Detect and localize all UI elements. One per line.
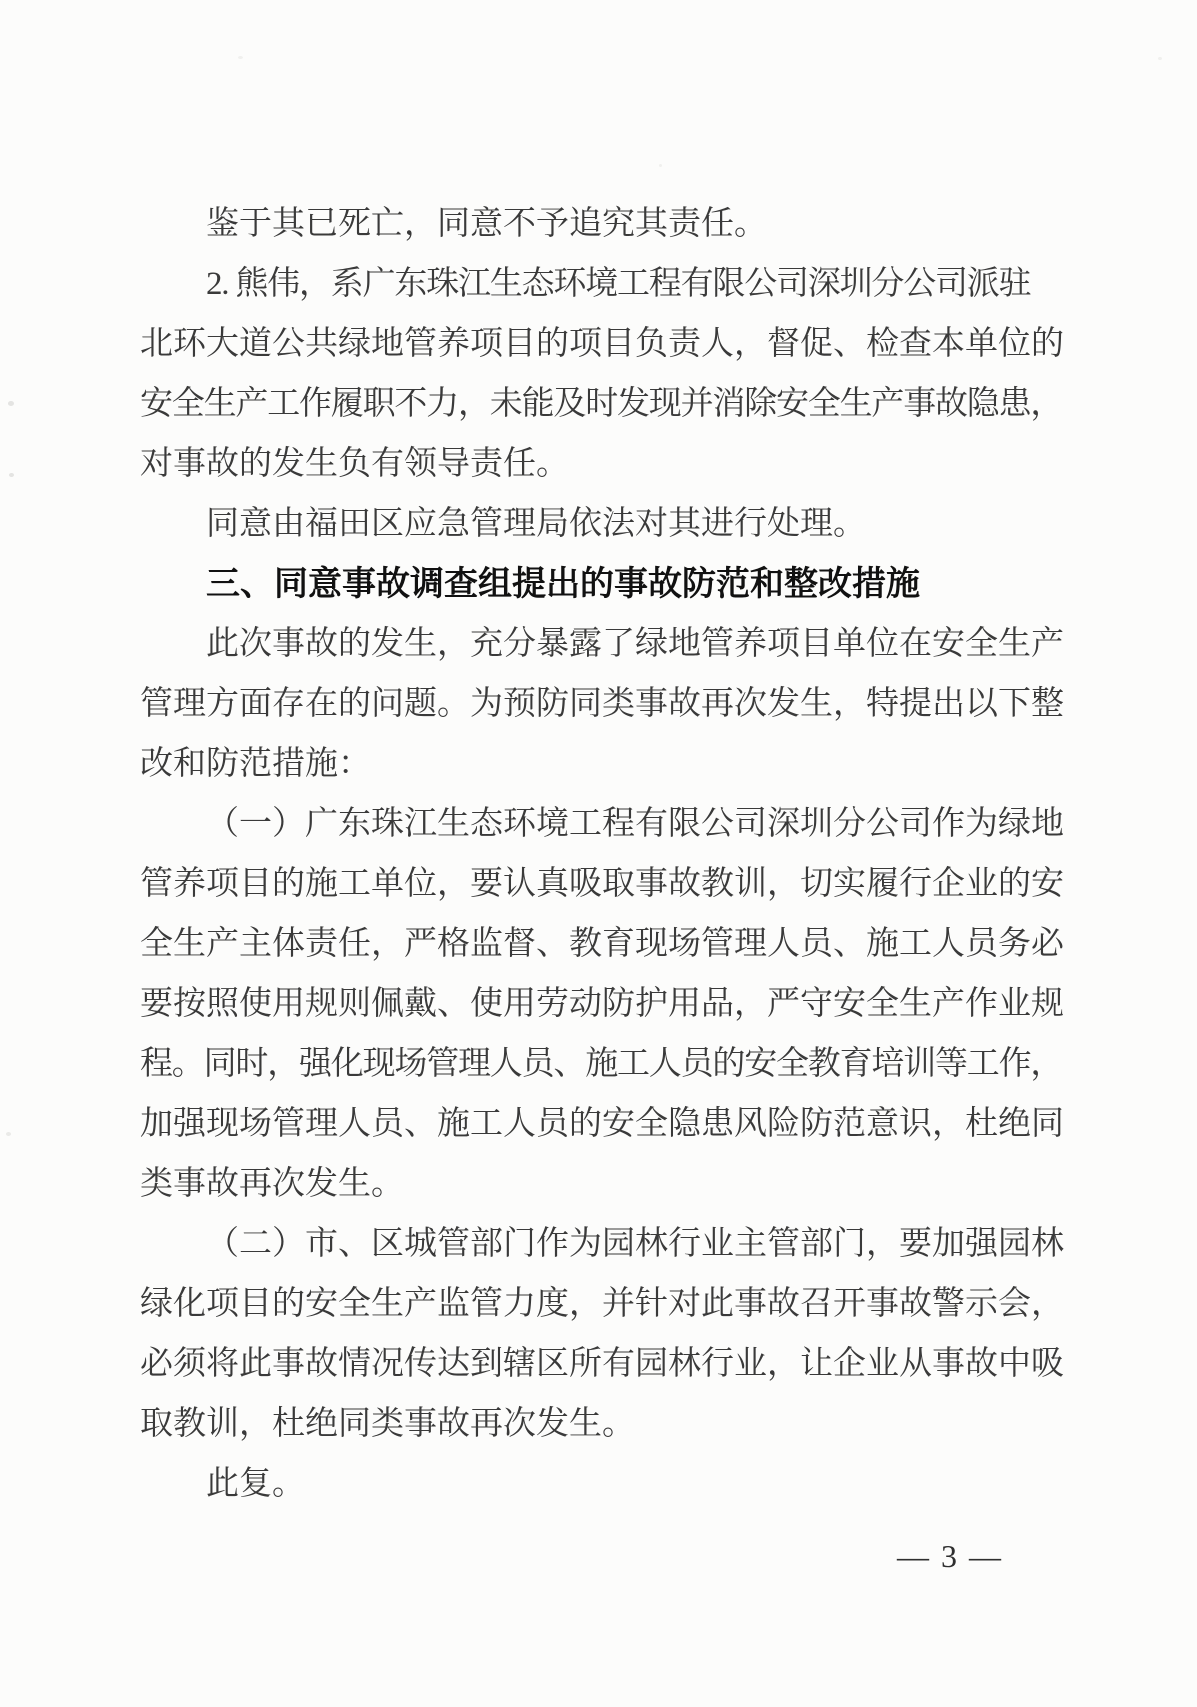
page-number: — 3 — xyxy=(897,1538,1003,1574)
paragraph-line: 管养项目的施工单位，要认真吸取事故教训，切实履行企业的安 xyxy=(140,866,1064,902)
scan-speck xyxy=(8,401,14,406)
paragraph-line: 此次事故的发生，充分暴露了绿地管养项目单位在安全生产 xyxy=(206,626,1064,662)
paragraph-line: 绿化项目的安全生产监管力度，并针对此事故召开事故警示会， xyxy=(140,1286,1064,1322)
paragraph-line: 程。同时，强化现场管理人员、施工人员的安全教育培训等工作， xyxy=(140,1046,1063,1082)
paragraph-line: 加强现场管理人员、施工人员的安全隐患风险防范意识，杜绝同 xyxy=(140,1106,1064,1142)
paragraph-line: 鉴于其已死亡，同意不予追究其责任。 xyxy=(206,206,767,242)
paragraph-line: 2. 熊伟，系广东珠江生态环境工程有限公司深圳分公司派驻 xyxy=(206,266,1031,302)
paragraph-line: 必须将此事故情况传达到辖区所有园林行业，让企业从事故中吸 xyxy=(140,1346,1064,1382)
document-body xyxy=(140,194,1075,1514)
paragraph-line: 取教训，杜绝同类事故再次发生。 xyxy=(140,1406,635,1442)
paragraph-line: 全生产主体责任，严格监督、教育现场管理人员、施工人员务必 xyxy=(140,926,1064,962)
paragraph-line: 类事故再次发生。 xyxy=(140,1166,404,1202)
scan-speck xyxy=(9,473,14,477)
scan-speck xyxy=(238,56,243,59)
paragraph-line: 同意由福田区应急管理局依法对其进行处理。 xyxy=(206,506,866,542)
scan-speck xyxy=(659,164,662,167)
paragraph-line: 北环大道公共绿地管养项目的项目负责人，督促、检查本单位的 xyxy=(140,326,1064,362)
section-heading: 三、同意事故调查组提出的事故防范和整改措施 xyxy=(206,565,920,603)
paragraph-line: 改和防范措施： xyxy=(140,746,371,782)
scan-speck xyxy=(1158,57,1162,60)
paragraph-line: 此复。 xyxy=(206,1466,305,1502)
scan-speck xyxy=(6,1132,11,1136)
paragraph-line: 安全生产工作履职不力，未能及时发现并消除安全生产事故隐患， xyxy=(140,386,1063,422)
paragraph-line: 管理方面存在的问题。为预防同类事故再次发生，特提出以下整 xyxy=(140,686,1064,722)
paragraph-line: （二）市、区城管部门作为园林行业主管部门，要加强园林 xyxy=(206,1226,1064,1262)
paragraph-line: 要按照使用规则佩戴、使用劳动防护用品，严守安全生产作业规 xyxy=(140,986,1064,1022)
paragraph-line: （一）广东珠江生态环境工程有限公司深圳分公司作为绿地 xyxy=(206,806,1064,842)
paragraph-line: 对事故的发生负有领导责任。 xyxy=(140,446,569,482)
